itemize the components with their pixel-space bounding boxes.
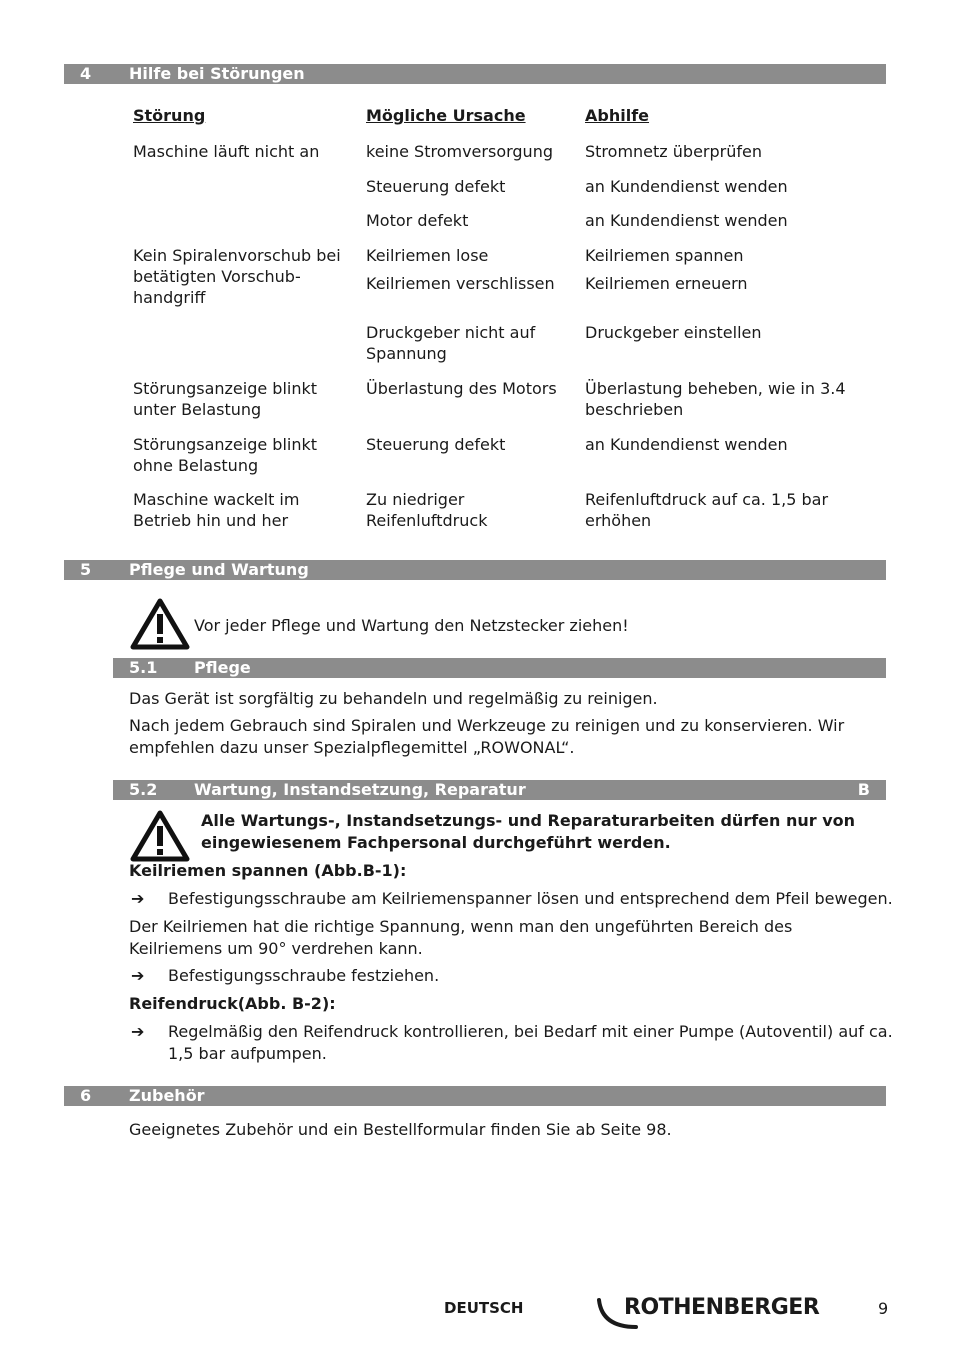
section-title: Pflege [194,658,251,677]
table-cell: an Kundendienst wenden [585,211,788,230]
warning-text: Vor jeder Pflege und Wartung den Netzstecker ziehen! [194,616,629,635]
table-cell: an Kundendienst wenden [585,177,788,196]
warning-triangle-icon [130,598,190,650]
paragraph: Der Keilriemen hat die richtige Spannung, wenn man den ungeführten Bereich des Keilriemens um 90° verdrehen kann. [129,917,793,958]
section-title: Pflege und Wartung [129,560,309,579]
table-cell: Keilriemen verschlissen [366,274,555,293]
section-5-header [64,560,886,580]
table-cell: Zu niedriger Reifenluftdruck [366,490,488,530]
table-cell: Steuerung defekt [366,435,506,454]
section-number: 5.2 [129,780,158,799]
arrow-right-icon: ➔ [131,1022,145,1041]
table-cell: Keilriemen lose [366,246,489,265]
section-number: 5.1 [129,658,158,677]
page-number: 9 [878,1299,889,1318]
table-cell: Druckgeber nicht auf Spannung [366,323,536,363]
section-5-2-header [113,780,886,800]
table-cell: Störungsanzeige blinkt ohne Belastung [133,435,318,475]
table-cell: Keilriemen erneuern [585,274,748,293]
section-5-1-header [113,658,886,678]
table-cell: Störungsanzeige blinkt unter Belastung [133,379,318,419]
col-header-abhilfe: Abhilfe [585,106,650,125]
section-title: Hilfe bei Störungen [129,64,305,83]
paragraph: Nach jedem Gebrauch sind Spiralen und Werkzeuge zu reinigen und zu konservieren. Wir empfehlen dazu unser Spezialpflegemittel „ROWONAL“. [129,716,845,757]
section-6-header [64,1086,886,1106]
paragraph: Geeignetes Zubehör und ein Bestellformular finden Sie ab Seite 98. [129,1120,672,1139]
section-4-header [64,64,886,84]
footer-language: DEUTSCH [444,1299,524,1317]
warning-triangle-icon [130,810,190,862]
section-number: 4 [80,64,92,83]
col-header-ursache: Mögliche Ursache [366,106,526,125]
table-cell: Stromnetz überprüfen [585,142,762,161]
table-cell: Motor defekt [366,211,469,230]
bullet-text: Regelmäßig den Reifendruck kontrollieren, bei Bedarf mit einer Pumpe (Autoventil) auf ca. 1,5 bar aufpumpen. [168,1022,893,1063]
bullet-text: Befestigungsschraube festziehen. [168,966,440,985]
table-cell: Maschine läuft nicht an [133,142,320,161]
table-cell: an Kundendienst wenden [585,435,788,454]
table-cell: Maschine wackelt im Betrieb hin und her [133,490,300,530]
section-title: Wartung, Instandsetzung, Reparatur [194,780,526,799]
section-number: 5 [80,560,92,579]
figure-tag: B [857,780,870,799]
table-cell: Keilriemen spannen [585,246,744,265]
subheading: Keilriemen spannen (Abb.B-1): [129,861,407,880]
col-header-stoerung: Störung [133,106,206,125]
table-cell: keine Stromversorgung [366,142,553,161]
table-cell: Kein Spiralenvorschub bei betätigten Vorschub- handgriff [133,246,341,307]
arrow-right-icon: ➔ [131,889,145,908]
section-number: 6 [80,1086,92,1105]
bullet-text: Befestigungsschraube am Keilriemenspanner lösen und entsprechend dem Pfeil bewegen. [168,889,893,908]
paragraph: Das Gerät ist sorgfältig zu behandeln und regelmäßig zu reinigen. [129,689,658,708]
table-cell: Steuerung defekt [366,177,506,196]
arrow-right-icon: ➔ [131,966,145,985]
subheading: Reifendruck(Abb. B-2): [129,994,336,1013]
table-cell: Überlastung des Motors [366,379,557,398]
table-cell: Reifenluftdruck auf ca. 1,5 bar erhöhen [585,490,829,530]
brand-name: ROTHENBERGER [624,1295,820,1320]
table-cell: Druckgeber einstellen [585,323,762,342]
brand-logo [596,1293,836,1333]
section-title: Zubehör [129,1086,205,1105]
table-cell: Überlastung beheben, wie in 3.4 beschrieben [585,379,846,419]
warning-text: Alle Wartungs-, Instandsetzungs- und Reparaturarbeiten dürfen nur von eingewiesenem Fachpersonal durchgeführt werden. [201,811,856,852]
